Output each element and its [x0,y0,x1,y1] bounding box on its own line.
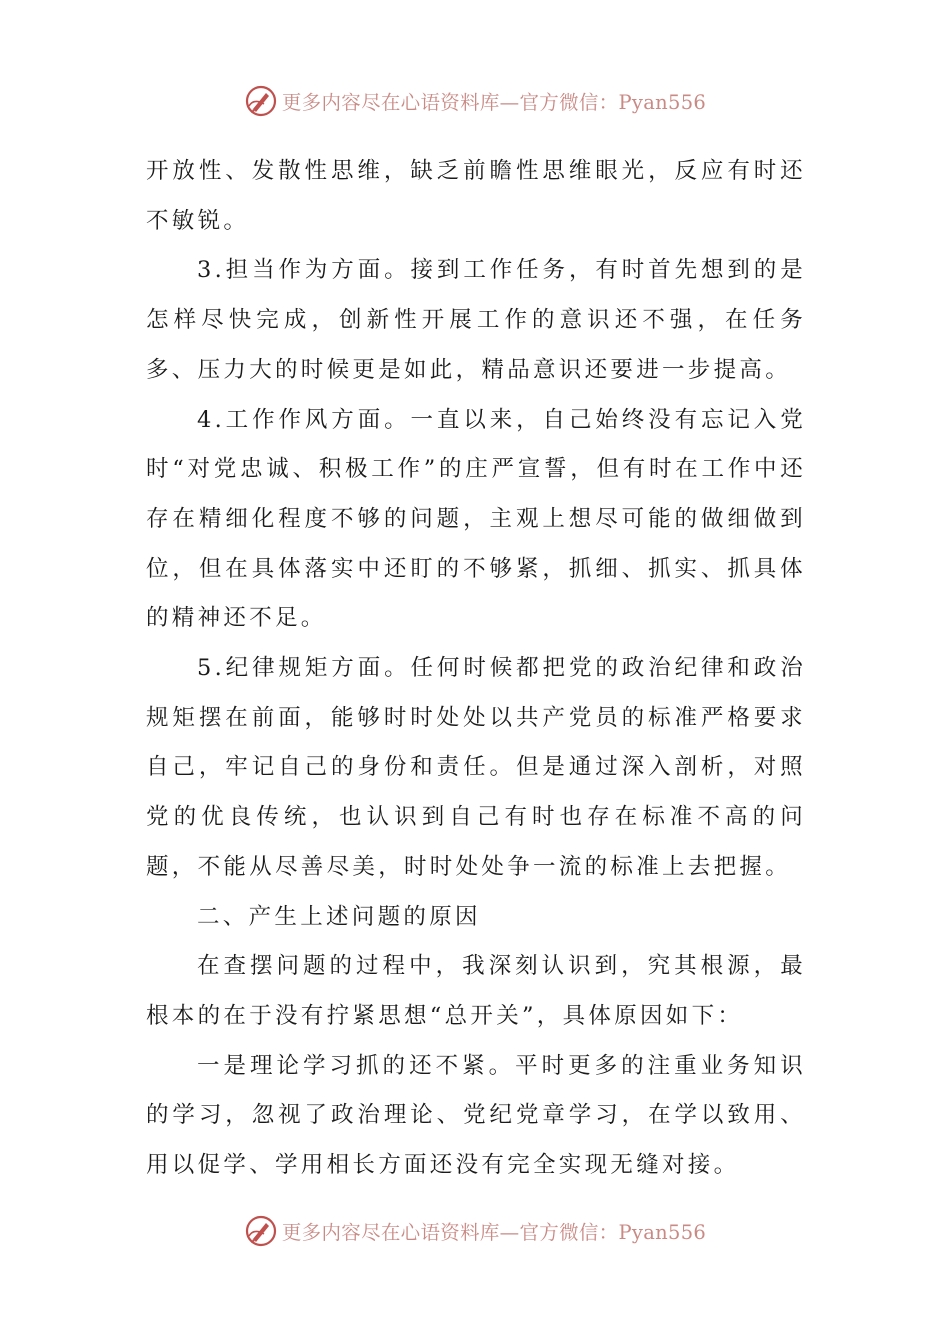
paragraph-causes-intro: 在查摆问题的过程中，我深刻认识到，究其根源，最根本的在于没有拧紧思想“总开关”，具体原因如下： [146,953,806,1029]
footer-watermark-text: 更多内容尽在心语资料库—官方微信：Pyan556 [281,1221,707,1244]
footer-watermark-banner [0,1206,950,1256]
paragraph-discipline: 5.纪律规矩方面。任何时候都把党的政治纪律和政治规矩摆在前面，能够时时处处以共产党员的标准严格要求自己，牢记自己的身份和责任。但是通过深入剖析，对照党的优良传统，也认识到自己有时也存在标准不高的问题，不能从尽善尽美，时时处处争一流的标准上去把握。 [146,655,806,880]
pen-logo-icon [244,84,278,118]
paragraph-work-style: 4.工作作风方面。一直以来，自己始终没有忘记入党时“对党忠诚、积极工作”的庄严宣誓，但有时在工作中还存在精细化程度不够的问题，主观上想尽可能的做细做到位，但在具体落实中还盯的不够紧，抓细、抓实、抓具体的精神还不足。 [146,406,806,632]
document-body [146,147,806,1191]
pen-logo-icon [244,1214,278,1248]
header-watermark-banner [0,76,950,126]
paragraph-theory-study: 一是理论学习抓的还不紧。平时更多的注重业务知识的学习，忽视了政治理论、党纪党章学习，在学以致用、用以促学、学用相长方面还没有完全实现无缝对接。 [146,1052,806,1179]
paragraph-continuation: 开放性、发散性思维，缺乏前瞻性思维眼光，反应有时还不敏锐。 [146,158,806,234]
section-heading-causes: 二、产生上述问题的原因 [197,903,481,930]
paragraph-responsibility: 3.担当作为方面。接到工作任务，有时首先想到的是怎样尽快完成，创新性开展工作的意识还不强，在任务多、压力大的时候更是如此，精品意识还要进一步提高。 [146,257,806,383]
header-watermark-text: 更多内容尽在心语资料库—官方微信：Pyan556 [281,91,707,114]
